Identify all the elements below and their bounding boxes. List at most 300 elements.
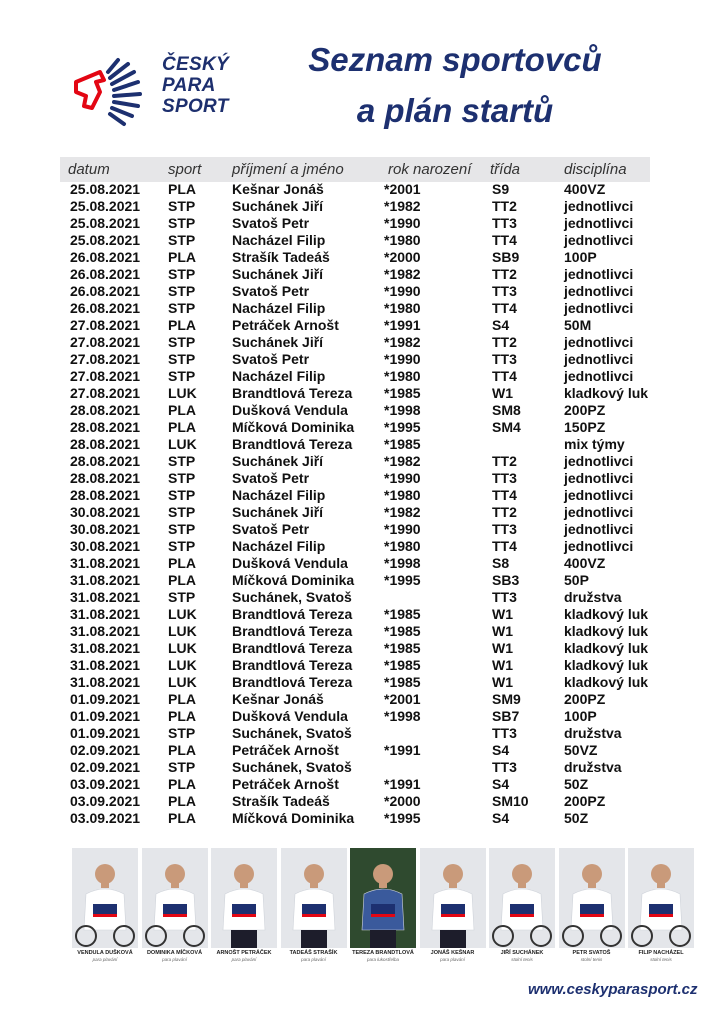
table-row bbox=[0, 504, 724, 521]
cell-sport: STP bbox=[168, 198, 196, 214]
cell-class: TT4 bbox=[492, 300, 517, 316]
cell-name: Brandtlová Tereza bbox=[232, 385, 353, 401]
cell-name: Brandtlová Tereza bbox=[232, 674, 353, 690]
table-row bbox=[0, 283, 724, 300]
cell-class: W1 bbox=[492, 640, 513, 656]
cell-sport: PLA bbox=[168, 691, 196, 707]
cell-sport: STP bbox=[168, 487, 196, 503]
cell-sport: STP bbox=[168, 504, 196, 520]
cell-class: W1 bbox=[492, 674, 513, 690]
cell-class: W1 bbox=[492, 606, 513, 622]
cell-date: 03.09.2021 bbox=[70, 793, 141, 809]
athlete-card bbox=[628, 848, 694, 966]
table-row bbox=[0, 606, 724, 623]
cell-sport: STP bbox=[168, 334, 196, 350]
table-row bbox=[0, 521, 724, 538]
cell-discipline: družstva bbox=[564, 725, 622, 741]
cell-discipline: 200PZ bbox=[564, 793, 606, 809]
athlete-name: ARNOŠT PETRÁČEK bbox=[216, 950, 272, 956]
cell-class: TT3 bbox=[492, 521, 517, 537]
table-row bbox=[0, 215, 724, 232]
cell-discipline: jednotlivci bbox=[564, 232, 634, 248]
cell-date: 26.08.2021 bbox=[70, 283, 141, 299]
cell-sport: STP bbox=[168, 215, 196, 231]
cell-date: 31.08.2021 bbox=[70, 589, 141, 605]
cell-name: Nacházel Filip bbox=[232, 538, 326, 554]
cell-date: 25.08.2021 bbox=[70, 215, 141, 231]
cell-date: 28.08.2021 bbox=[70, 453, 141, 469]
athlete-card bbox=[420, 848, 486, 966]
cell-name: Suchánek, Svatoš bbox=[232, 759, 352, 775]
cell-year: *1991 bbox=[384, 742, 421, 758]
table-row bbox=[0, 759, 724, 776]
cell-class: TT3 bbox=[492, 215, 517, 231]
cell-date: 03.09.2021 bbox=[70, 810, 141, 826]
cell-sport: STP bbox=[168, 232, 196, 248]
table-row bbox=[0, 555, 724, 572]
cell-discipline: jednotlivci bbox=[564, 368, 634, 384]
cell-discipline: 50VZ bbox=[564, 742, 598, 758]
cell-sport: PLA bbox=[168, 572, 196, 588]
cell-name: Míčková Dominika bbox=[232, 572, 355, 588]
cell-name: Nacházel Filip bbox=[232, 300, 326, 316]
athlete-photo bbox=[72, 848, 138, 948]
cell-name: Nacházel Filip bbox=[232, 232, 326, 248]
athlete-card bbox=[281, 848, 347, 966]
table-row bbox=[0, 351, 724, 368]
athlete-card bbox=[72, 848, 138, 966]
cell-year: *1985 bbox=[384, 606, 421, 622]
table-row bbox=[0, 623, 724, 640]
table-row bbox=[0, 232, 724, 249]
table-row bbox=[0, 538, 724, 555]
table-row bbox=[0, 725, 724, 742]
athlete-sport: stolní tenis bbox=[650, 957, 672, 962]
cell-sport: PLA bbox=[168, 793, 196, 809]
cell-discipline: jednotlivci bbox=[564, 470, 634, 486]
athlete-card bbox=[211, 848, 277, 966]
athlete-sport: para plavání bbox=[92, 957, 118, 962]
cell-class: TT4 bbox=[492, 538, 517, 554]
cell-class: TT3 bbox=[492, 351, 517, 367]
table-row bbox=[0, 249, 724, 266]
table-row bbox=[0, 436, 724, 453]
cell-date: 25.08.2021 bbox=[70, 198, 141, 214]
cell-sport: LUK bbox=[168, 640, 197, 656]
cell-class: TT3 bbox=[492, 283, 517, 299]
cell-date: 31.08.2021 bbox=[70, 606, 141, 622]
cell-sport: STP bbox=[168, 538, 196, 554]
cell-class: S8 bbox=[492, 555, 510, 571]
cell-sport: PLA bbox=[168, 776, 196, 792]
cell-date: 01.09.2021 bbox=[70, 691, 141, 707]
cell-date: 28.08.2021 bbox=[70, 402, 141, 418]
table-header bbox=[60, 157, 650, 182]
cell-name: Svatoš Petr bbox=[232, 470, 310, 486]
cell-name: Brandtlová Tereza bbox=[232, 657, 353, 673]
cell-discipline: jednotlivci bbox=[564, 351, 634, 367]
table-row bbox=[0, 419, 724, 436]
header-date: datum bbox=[68, 161, 110, 178]
cell-name: Dušková Vendula bbox=[232, 402, 348, 418]
website-link[interactable]: www.ceskyparasport.cz bbox=[528, 981, 698, 998]
cell-name: Suchánek, Svatoš bbox=[232, 589, 352, 605]
cell-sport: LUK bbox=[168, 436, 197, 452]
table-row bbox=[0, 300, 724, 317]
title-line-1: Seznam sportovců bbox=[308, 41, 602, 78]
athlete-name: JIŘÍ SUCHÁNEK bbox=[500, 950, 544, 956]
cell-name: Petráček Arnošt bbox=[232, 317, 339, 333]
cell-class: S4 bbox=[492, 317, 510, 333]
athlete-card bbox=[489, 848, 555, 966]
cell-discipline: 150PZ bbox=[564, 419, 606, 435]
cell-sport: PLA bbox=[168, 249, 196, 265]
cell-year: *2001 bbox=[384, 181, 421, 197]
cell-date: 27.08.2021 bbox=[70, 351, 141, 367]
cell-name: Petráček Arnošt bbox=[232, 776, 339, 792]
logo-line-1: ČESKÝ bbox=[162, 54, 229, 75]
cell-class: TT3 bbox=[492, 470, 517, 486]
cell-name: Nacházel Filip bbox=[232, 487, 326, 503]
cell-class: SB7 bbox=[492, 708, 520, 724]
cell-sport: LUK bbox=[168, 674, 197, 690]
cell-name: Strašík Tadeáš bbox=[232, 793, 330, 809]
cell-date: 27.08.2021 bbox=[70, 334, 141, 350]
cell-year: *1985 bbox=[384, 385, 421, 401]
cell-sport: PLA bbox=[168, 810, 196, 826]
cell-discipline: 100P bbox=[564, 249, 597, 265]
table-row bbox=[0, 334, 724, 351]
athlete-name: VENDULA DUŠKOVÁ bbox=[77, 950, 133, 956]
cell-year: *1985 bbox=[384, 623, 421, 639]
cell-sport: LUK bbox=[168, 657, 197, 673]
cell-year: *1990 bbox=[384, 351, 421, 367]
cell-class: TT4 bbox=[492, 232, 517, 248]
athlete-card bbox=[559, 848, 625, 966]
cell-date: 27.08.2021 bbox=[70, 385, 141, 401]
cell-class: TT2 bbox=[492, 504, 517, 520]
cell-date: 28.08.2021 bbox=[70, 470, 141, 486]
cell-year: *1991 bbox=[384, 776, 421, 792]
header-name: příjmení a jméno bbox=[232, 161, 344, 178]
cell-discipline: kladkový luk bbox=[564, 674, 649, 690]
table-row bbox=[0, 589, 724, 606]
cell-year: *1998 bbox=[384, 402, 421, 418]
cell-year: *1991 bbox=[384, 317, 421, 333]
table-row bbox=[0, 402, 724, 419]
cell-sport: PLA bbox=[168, 555, 196, 571]
athlete-card bbox=[350, 848, 416, 966]
athlete-photo bbox=[559, 848, 625, 948]
cell-discipline: kladkový luk bbox=[564, 657, 649, 673]
cell-name: Dušková Vendula bbox=[232, 555, 348, 571]
cell-date: 01.09.2021 bbox=[70, 708, 141, 724]
table-row bbox=[0, 317, 724, 334]
cell-year: *1980 bbox=[384, 368, 421, 384]
cell-discipline: družstva bbox=[564, 589, 622, 605]
cell-name: Suchánek Jiří bbox=[232, 198, 324, 214]
header-year: rok narození bbox=[388, 161, 472, 178]
cell-date: 01.09.2021 bbox=[70, 725, 141, 741]
cell-class: TT4 bbox=[492, 368, 517, 384]
table-row bbox=[0, 810, 724, 827]
cell-name: Svatoš Petr bbox=[232, 283, 310, 299]
table-row bbox=[0, 640, 724, 657]
cell-discipline: 100P bbox=[564, 708, 597, 724]
cell-discipline: jednotlivci bbox=[564, 283, 634, 299]
cell-year: *1995 bbox=[384, 810, 421, 826]
cell-sport: STP bbox=[168, 725, 196, 741]
cell-year: *1980 bbox=[384, 232, 421, 248]
logo-mark-icon bbox=[70, 52, 162, 132]
cell-date: 02.09.2021 bbox=[70, 742, 141, 758]
cell-name: Brandtlová Tereza bbox=[232, 606, 353, 622]
cell-class: W1 bbox=[492, 657, 513, 673]
cell-name: Strašík Tadeáš bbox=[232, 249, 330, 265]
table-row bbox=[0, 657, 724, 674]
cell-date: 26.08.2021 bbox=[70, 249, 141, 265]
cell-name: Brandtlová Tereza bbox=[232, 436, 353, 452]
table-row bbox=[0, 453, 724, 470]
cell-name: Svatoš Petr bbox=[232, 351, 310, 367]
cell-sport: STP bbox=[168, 300, 196, 316]
title-line-2: a plán startů bbox=[356, 92, 554, 129]
cell-sport: PLA bbox=[168, 742, 196, 758]
cell-class: SM9 bbox=[492, 691, 521, 707]
cell-name: Brandtlová Tereza bbox=[232, 640, 353, 656]
cell-year: *1982 bbox=[384, 266, 421, 282]
cell-year: *1982 bbox=[384, 198, 421, 214]
cell-year: *1990 bbox=[384, 283, 421, 299]
table-row bbox=[0, 368, 724, 385]
cell-date: 30.08.2021 bbox=[70, 504, 141, 520]
header-sport: sport bbox=[168, 161, 202, 178]
athlete-name: JONÁŠ KEŠNAR bbox=[430, 950, 475, 956]
athlete-sport: para plavání bbox=[301, 957, 326, 962]
athlete-name: FILIP NACHÁZEL bbox=[638, 950, 684, 956]
cell-date: 27.08.2021 bbox=[70, 317, 141, 333]
cell-class: W1 bbox=[492, 385, 513, 401]
cell-year: *1995 bbox=[384, 419, 421, 435]
cell-discipline: kladkový luk bbox=[564, 606, 649, 622]
cell-name: Dušková Vendula bbox=[232, 708, 348, 724]
header-class: třída bbox=[490, 161, 521, 178]
cell-class: TT2 bbox=[492, 334, 517, 350]
cell-class: S9 bbox=[492, 181, 510, 197]
table-row bbox=[0, 266, 724, 283]
cell-name: Brandtlová Tereza bbox=[232, 623, 353, 639]
cell-discipline: jednotlivci bbox=[564, 453, 634, 469]
table-row bbox=[0, 793, 724, 810]
cell-name: Svatoš Petr bbox=[232, 521, 310, 537]
cell-discipline: jednotlivci bbox=[564, 487, 634, 503]
cell-sport: STP bbox=[168, 351, 196, 367]
cell-year: *2000 bbox=[384, 793, 421, 809]
cell-class: SM10 bbox=[492, 793, 529, 809]
cell-sport: PLA bbox=[168, 181, 196, 197]
table-row bbox=[0, 181, 724, 198]
cell-year: *1980 bbox=[384, 487, 421, 503]
table-row bbox=[0, 470, 724, 487]
cell-date: 30.08.2021 bbox=[70, 521, 141, 537]
cell-discipline: jednotlivci bbox=[564, 538, 634, 554]
table-row bbox=[0, 674, 724, 691]
cell-class: S4 bbox=[492, 742, 510, 758]
cell-sport: STP bbox=[168, 453, 196, 469]
cell-class: SB9 bbox=[492, 249, 520, 265]
table-row bbox=[0, 385, 724, 402]
cell-discipline: kladkový luk bbox=[564, 640, 649, 656]
cell-year: *1990 bbox=[384, 521, 421, 537]
cell-discipline: mix týmy bbox=[564, 436, 625, 452]
cell-discipline: 50M bbox=[564, 317, 592, 333]
cell-date: 26.08.2021 bbox=[70, 266, 141, 282]
cell-year: *1980 bbox=[384, 538, 421, 554]
cell-discipline: kladkový luk bbox=[564, 385, 649, 401]
cell-date: 28.08.2021 bbox=[70, 419, 141, 435]
cell-date: 31.08.2021 bbox=[70, 623, 141, 639]
cell-year: *1982 bbox=[384, 453, 421, 469]
cell-year: *1985 bbox=[384, 657, 421, 673]
cell-discipline: 400VZ bbox=[564, 181, 606, 197]
cell-sport: STP bbox=[168, 759, 196, 775]
cell-year: *1990 bbox=[384, 215, 421, 231]
cell-year: *1982 bbox=[384, 504, 421, 520]
cell-sport: STP bbox=[168, 368, 196, 384]
cell-discipline: jednotlivci bbox=[564, 334, 634, 350]
cell-sport: PLA bbox=[168, 402, 196, 418]
cell-sport: STP bbox=[168, 589, 196, 605]
logo-line-2: PARA bbox=[162, 75, 216, 96]
cell-name: Míčková Dominika bbox=[232, 419, 355, 435]
table-row bbox=[0, 198, 724, 215]
cell-date: 25.08.2021 bbox=[70, 232, 141, 248]
cell-date: 31.08.2021 bbox=[70, 674, 141, 690]
cell-sport: STP bbox=[168, 266, 196, 282]
cell-date: 28.08.2021 bbox=[70, 487, 141, 503]
cell-year: *1980 bbox=[384, 300, 421, 316]
athlete-sport: para plavání bbox=[440, 957, 465, 962]
cell-discipline: jednotlivci bbox=[564, 300, 634, 316]
cell-date: 27.08.2021 bbox=[70, 368, 141, 384]
athlete-photo bbox=[142, 848, 208, 948]
cell-class: TT3 bbox=[492, 759, 517, 775]
athlete-card bbox=[142, 848, 208, 966]
table-row bbox=[0, 487, 724, 504]
cell-name: Kešnar Jonáš bbox=[232, 691, 324, 707]
table-row bbox=[0, 572, 724, 589]
cell-class: TT2 bbox=[492, 266, 517, 282]
cell-class: TT2 bbox=[492, 453, 517, 469]
cell-sport: STP bbox=[168, 521, 196, 537]
athlete-sport: stolní tenis bbox=[580, 957, 603, 962]
cell-sport: STP bbox=[168, 283, 196, 299]
athlete-sport: para plavání bbox=[162, 957, 187, 962]
athlete-photo bbox=[350, 848, 416, 948]
athlete-photo bbox=[628, 848, 694, 948]
cell-class: TT3 bbox=[492, 725, 517, 741]
cell-name: Míčková Dominika bbox=[232, 810, 355, 826]
cell-discipline: kladkový luk bbox=[564, 623, 649, 639]
cell-sport: PLA bbox=[168, 708, 196, 724]
cell-year: *1998 bbox=[384, 708, 421, 724]
table-row bbox=[0, 776, 724, 793]
cell-class: TT4 bbox=[492, 487, 517, 503]
logo-line-3: SPORT bbox=[162, 96, 229, 117]
cell-sport: PLA bbox=[168, 317, 196, 333]
cell-sport: PLA bbox=[168, 419, 196, 435]
table-row bbox=[0, 742, 724, 759]
cell-date: 31.08.2021 bbox=[70, 657, 141, 673]
cesky-para-sport-logo bbox=[70, 52, 245, 132]
cell-year: *1982 bbox=[384, 334, 421, 350]
cell-year: *1995 bbox=[384, 572, 421, 588]
cell-name: Suchánek Jiří bbox=[232, 453, 324, 469]
cell-class: TT2 bbox=[492, 198, 517, 214]
cell-discipline: jednotlivci bbox=[564, 266, 634, 282]
cell-name: Suchánek, Svatoš bbox=[232, 725, 352, 741]
header-discipline: disciplína bbox=[564, 161, 627, 178]
cell-discipline: 50Z bbox=[564, 810, 589, 826]
cell-date: 28.08.2021 bbox=[70, 436, 141, 452]
cell-class: SM4 bbox=[492, 419, 521, 435]
cell-year: *1990 bbox=[384, 470, 421, 486]
cell-year: *1985 bbox=[384, 674, 421, 690]
cell-class: TT3 bbox=[492, 589, 517, 605]
cell-date: 31.08.2021 bbox=[70, 640, 141, 656]
cell-discipline: družstva bbox=[564, 759, 622, 775]
cell-date: 02.09.2021 bbox=[70, 759, 141, 775]
cell-sport: STP bbox=[168, 470, 196, 486]
cell-discipline: jednotlivci bbox=[564, 215, 634, 231]
athlete-sport: stolní tenis bbox=[511, 957, 533, 962]
cell-sport: LUK bbox=[168, 385, 197, 401]
table-row bbox=[0, 691, 724, 708]
cell-discipline: 200PZ bbox=[564, 402, 606, 418]
athlete-photo bbox=[211, 848, 277, 948]
athlete-name: DOMINIKA MÍČKOVÁ bbox=[146, 950, 203, 956]
athlete-photo bbox=[489, 848, 555, 948]
cell-name: Svatoš Petr bbox=[232, 215, 310, 231]
cell-year: *2000 bbox=[384, 249, 421, 265]
page-title bbox=[250, 34, 660, 136]
cell-discipline: 50Z bbox=[564, 776, 589, 792]
cell-date: 30.08.2021 bbox=[70, 538, 141, 554]
athlete-name: TADEÁŠ STRAŠÍK bbox=[289, 950, 338, 956]
cell-discipline: jednotlivci bbox=[564, 198, 634, 214]
cell-class: W1 bbox=[492, 623, 513, 639]
cell-name: Kešnar Jonáš bbox=[232, 181, 324, 197]
athlete-sport: para plavání bbox=[231, 957, 257, 962]
cell-name: Nacházel Filip bbox=[232, 368, 326, 384]
cell-year: *1985 bbox=[384, 640, 421, 656]
cell-year: *1985 bbox=[384, 436, 421, 452]
athlete-photo bbox=[420, 848, 486, 948]
athlete-name: TEREZA BRANDTLOVÁ bbox=[352, 950, 414, 956]
cell-date: 25.08.2021 bbox=[70, 181, 141, 197]
cell-discipline: 50P bbox=[564, 572, 589, 588]
cell-class: S4 bbox=[492, 810, 510, 826]
cell-name: Petráček Arnošt bbox=[232, 742, 339, 758]
cell-class: SB3 bbox=[492, 572, 520, 588]
cell-name: Suchánek Jiří bbox=[232, 266, 324, 282]
athlete-sport: para lukostřelba bbox=[366, 957, 400, 962]
cell-discipline: 200PZ bbox=[564, 691, 606, 707]
cell-year: *2001 bbox=[384, 691, 421, 707]
table-row bbox=[0, 708, 724, 725]
cell-class: SM8 bbox=[492, 402, 521, 418]
cell-name: Suchánek Jiří bbox=[232, 504, 324, 520]
